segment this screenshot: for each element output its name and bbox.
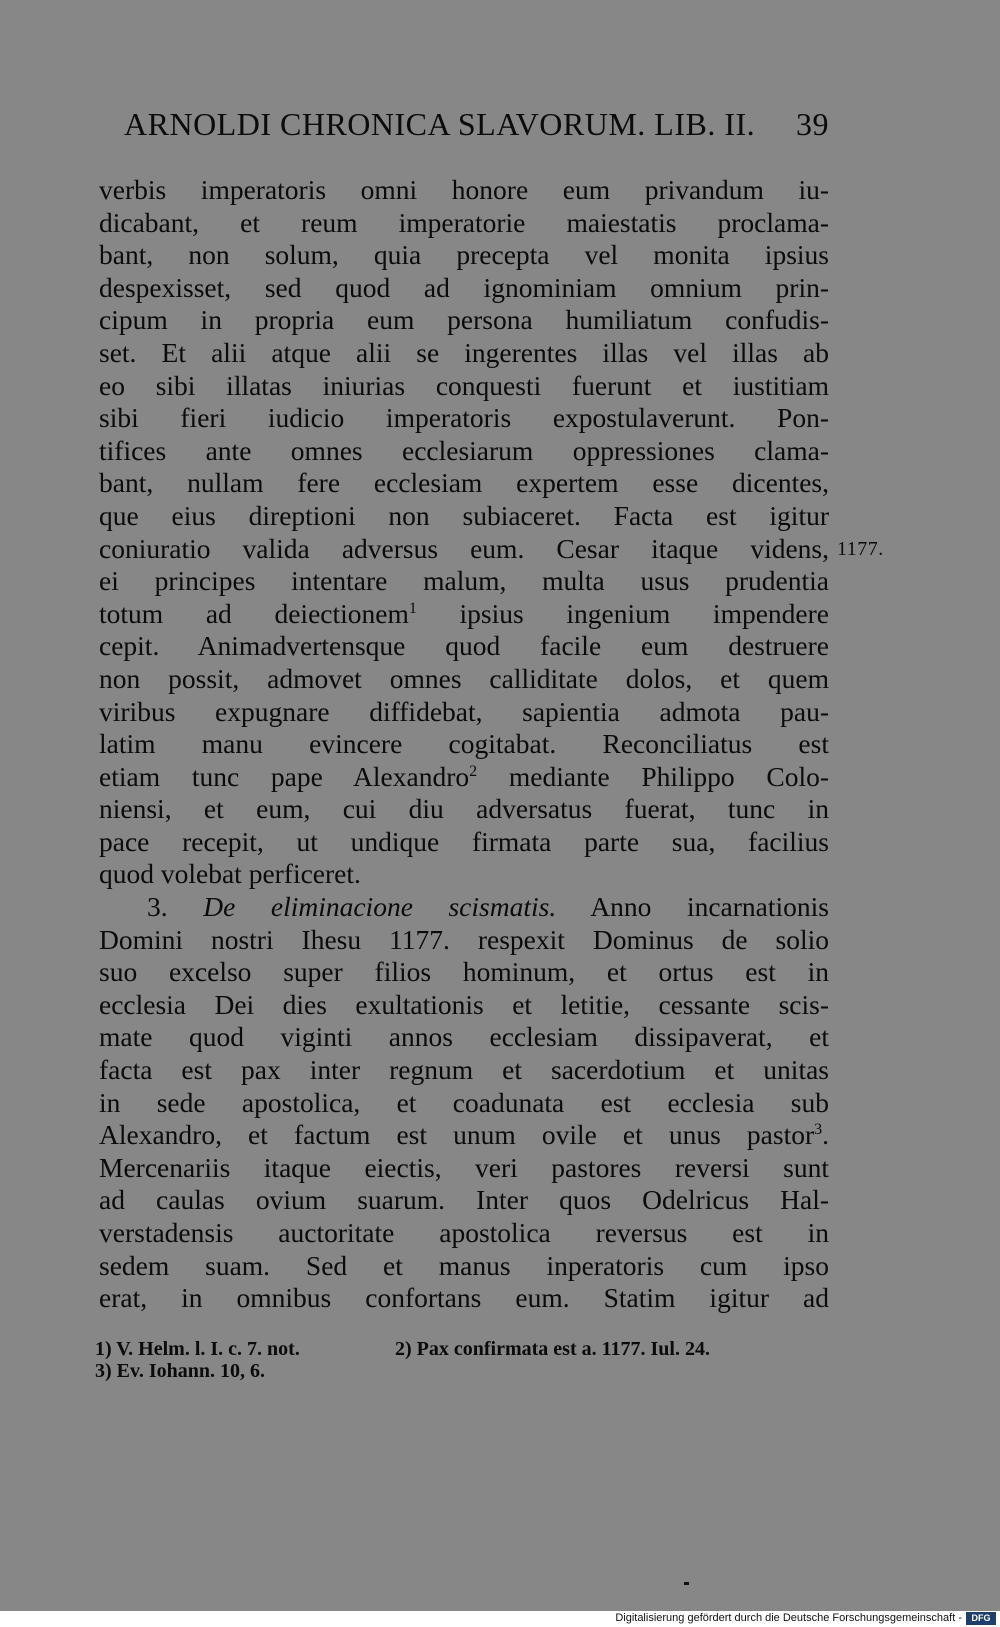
text-line-content: coniuratio valida adversus eum. Cesar itaque videns, bbox=[99, 532, 829, 564]
text-line bbox=[99, 598, 829, 631]
text-line: ad caulas ovium suarum. Inter quos Odelricus Hal- bbox=[99, 1184, 829, 1216]
text-segment: totum ad deiectionem bbox=[99, 597, 409, 629]
text-line: ecclesia Dei dies exultationis et letitie, cessante scis- bbox=[99, 988, 829, 1020]
text-line: in sede apostolica, et coadunata est ecclesia sub bbox=[99, 1086, 829, 1118]
text-line: sedem suam. Sed et manus inperatoris cum ipso bbox=[99, 1249, 829, 1281]
footnote-row bbox=[95, 1338, 830, 1360]
text-segment: Anno incarnationis bbox=[556, 891, 829, 923]
footnotes bbox=[95, 1338, 830, 1382]
text-segment: ipsius ingenium impendere bbox=[416, 597, 829, 629]
page-number: 39 bbox=[796, 106, 829, 142]
text-line bbox=[99, 1119, 829, 1152]
text-line: que eius direptioni non subiaceret. Facta est igitur bbox=[99, 499, 829, 531]
footnote-3: 3) Ev. Iohann. 10, 6. bbox=[95, 1360, 266, 1382]
digitization-credit: Digitalisierung gefördert durch die Deutsche Forschungsgemeinschaft - bbox=[615, 1612, 962, 1624]
text-line: Mercenariis itaque eiectis, veri pastores reversi sunt bbox=[99, 1151, 829, 1183]
text-line: verbis imperatoris omni honore eum privandum iu- bbox=[99, 174, 829, 205]
text-line: quod volebat perficeret. bbox=[99, 858, 361, 890]
text-line: bant, non solum, quia precepta vel monita ipsius bbox=[99, 239, 829, 271]
text-line: Domini nostri Ihesu 1177. respexit Dominus de solio bbox=[99, 923, 829, 955]
text-line: sibi fieri iudicio imperatoris expostulaverunt. Pon- bbox=[99, 402, 829, 434]
section-number: 3. bbox=[147, 891, 204, 923]
body-text bbox=[99, 174, 884, 1315]
footnote-2: 2) Pax confirmata est a. 1177. Iul. 24. bbox=[395, 1338, 710, 1360]
text-line: cepit. Animadvertensque quod facile eum destruere bbox=[99, 630, 829, 662]
text-line: mate quod viginti annos ecclesiam dissipaverat, et bbox=[99, 1021, 829, 1053]
text-segment: Alexandro, et factum est unum ovile et unus pastor bbox=[99, 1119, 815, 1151]
text-line: tifices ante omnes ecclesiarum oppressiones clama- bbox=[99, 434, 829, 466]
text-line: bant, nullam fere ecclesiam expertem esse dicentes, bbox=[99, 467, 829, 499]
text-segment: etiam tunc pape Alexandro bbox=[99, 760, 470, 792]
footnote-marker: 1 bbox=[408, 599, 417, 617]
text-segment: mediante Philippo Colo- bbox=[477, 760, 829, 792]
text-line: despexisset, sed quod ad ignominiam omnium prin- bbox=[99, 271, 829, 303]
text-line: cipum in propria eum persona humiliatum confudis- bbox=[99, 304, 829, 336]
text-segment: . bbox=[822, 1119, 829, 1151]
running-title: ARNOLDI CHRONICA SLAVORUM. LIB. II. bbox=[124, 106, 756, 142]
text-line: pace recepit, ut undique firmata parte sua, facilius bbox=[99, 825, 829, 857]
text-line: niensi, et eum, cui diu adversatus fuerat, tunc in bbox=[99, 793, 829, 825]
scan-speck bbox=[684, 1582, 689, 1585]
text-line: dicabant, et reum imperatorie maiestatis proclama- bbox=[99, 206, 829, 238]
text-line: ei principes intentare malum, multa usus prudentia bbox=[99, 565, 829, 597]
footnote-1: 1) V. Helm. l. I. c. 7. not. bbox=[95, 1338, 300, 1360]
footnote-marker: 3 bbox=[814, 1121, 823, 1139]
text-line: set. Et alii atque alii se ingerentes illas vel illas ab bbox=[99, 336, 829, 368]
margin-year-note: 1177. bbox=[837, 537, 884, 560]
running-header bbox=[124, 106, 829, 146]
text-line: verstadensis auctoritate apostolica reversus est in bbox=[99, 1217, 829, 1248]
text-line: eo sibi illatas iniurias conquesti fuerunt et iustitiam bbox=[99, 369, 829, 401]
text-line: viribus expugnare diffidebat, sapientia admota pau- bbox=[99, 695, 829, 727]
text-line: suo excelso super filios hominum, et ortus est in bbox=[99, 956, 829, 988]
text-line: facta est pax inter regnum et sacerdotium et unitas bbox=[99, 1054, 829, 1086]
dfg-logo: DFG bbox=[966, 1612, 996, 1625]
text-line: non possit, admovet omnes calliditate dolos, et quem bbox=[99, 662, 829, 694]
text-line: erat, in omnibus confortans eum. Statim igitur ad bbox=[99, 1282, 829, 1314]
section-heading-line bbox=[99, 891, 829, 924]
text-line bbox=[99, 532, 884, 566]
footnote-row bbox=[95, 1360, 830, 1382]
text-line bbox=[99, 761, 829, 794]
section-heading: De eliminacione scismatis. bbox=[203, 891, 557, 923]
footnote-marker: 2 bbox=[469, 762, 478, 780]
text-line: latim manu evincere cogitabat. Reconciliatus est bbox=[99, 728, 829, 760]
